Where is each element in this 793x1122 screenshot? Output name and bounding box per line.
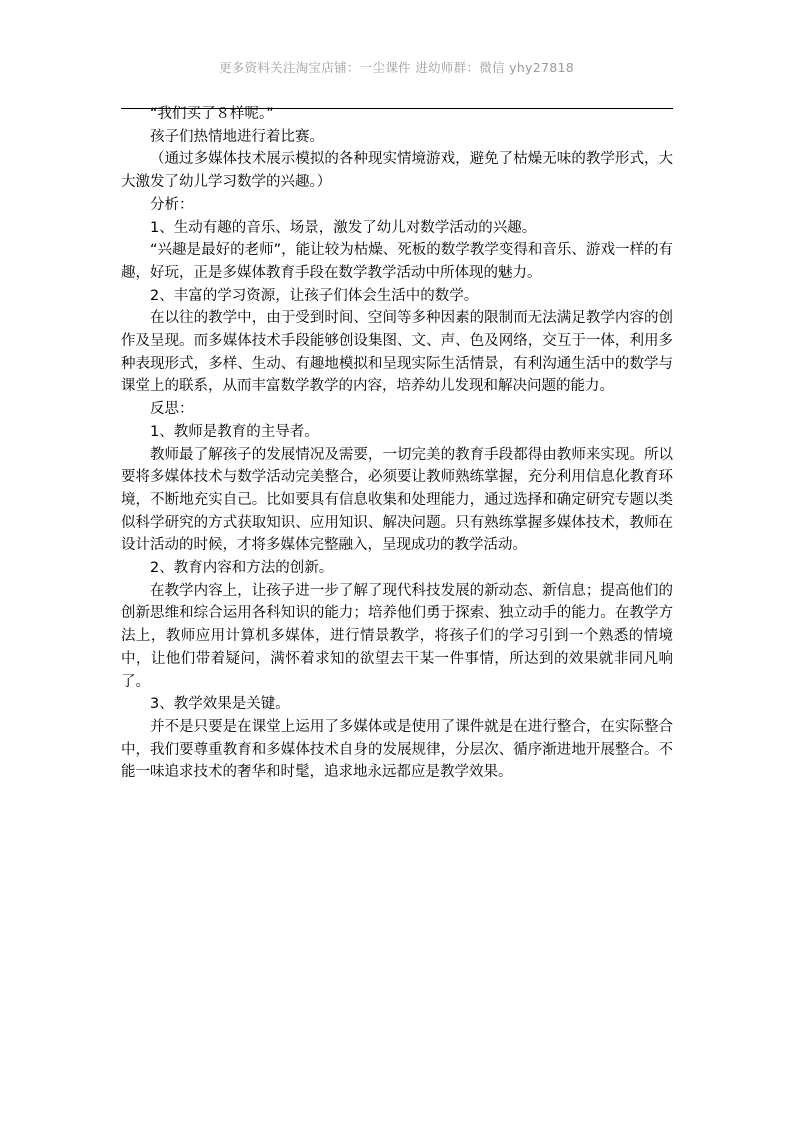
paragraph: “我们买了８样呢。” bbox=[150, 106, 274, 122]
paragraph: 在教学内容上，让孩子进一步了解了现代科技发展的新动态、新信息；提高他们的创新思维和综合运用各科知识的能力；培养他们勇于探索、独立动手的能力。在教学方法上，教师应用计算机多媒体，进行情景教学，将孩子们的学习引到一个熟悉的情境中，让他们带着疑问，满怀着求知的欲望去干某一件事情，所达到的效果就非同凡响了。 bbox=[121, 582, 673, 690]
paragraph: 孩子们热情地进行着比赛。 bbox=[150, 128, 324, 145]
section-heading: 反思： bbox=[150, 401, 194, 418]
paragraph: 教师最了解孩子的发展情况及需要，一切完美的教育手段都得由教师来实现。所以要将多媒体技术与数学活动完美整合，必须要让教师熟练掌握，充分利用信息化教育环境，不断地充实自己。比如要具有信息收集和处理能力，通过选择和确定研究专题以类似科学研究的方式获取知识、应用知识、解决问题。只有熟练掌握多媒体技术，教师在设计活动的时候，才将多媒体完整融入，呈现成功的教学活动。 bbox=[121, 446, 673, 554]
subsection-heading: 2、教育内容和方法的创新。 bbox=[150, 560, 334, 577]
page-header: 更多资料关注淘宝店铺：一尘课件 进幼师群：微信 yhy27818 bbox=[218, 60, 575, 75]
paragraph: “兴趣是最好的老师”，能让较为枯燥、死板的数学教学变得和音乐、游戏一样的有趣，好玩，正是多媒体教育手段在数学教学活动中所体现的魅力。 bbox=[121, 242, 673, 281]
paragraph: 在以往的教学中，由于受到时间、空间等多种因素的限制而无法满足教学内容的创作及呈现。而多媒体技术手段能够创设集图、文、声、色及网络，交互于一体，利用多种表现形式，多样、生动、有趣地模拟和呈现实际生活情景，有利沟通生活中的数学与课堂上的联系，从而丰富数学教学的内容，培养幼儿发现和解决问题的能力。 bbox=[121, 310, 673, 395]
subsection-heading: 1、生动有趣的音乐、场景，激发了幼儿对数学活动的兴趣。 bbox=[150, 219, 537, 236]
subsection-heading: 1、教师是教育的主导者。 bbox=[150, 423, 319, 440]
section-heading: 分析： bbox=[150, 196, 194, 213]
subsection-heading: 3、教学效果是关键。 bbox=[150, 696, 290, 713]
subsection-heading: 2、丰富的学习资源，让孩子们体会生活中的数学。 bbox=[150, 287, 479, 304]
paragraph: （通过多媒体技术展示模拟的各种现实情境游戏，避免了枯燥无味的教学形式，大大激发了幼儿学习数学的兴趣。） bbox=[121, 151, 673, 191]
document-body bbox=[121, 103, 673, 784]
paragraph: 并不是只要是在课堂上运用了多媒体或是使用了课件就是在进行整合，在实际整合中，我们要尊重教育和多媒体技术自身的发展规律，分层次、循序渐进地开展整合。不能一味追求技术的奢华和时髦，追求地永远都应是教学效果。 bbox=[121, 718, 673, 781]
